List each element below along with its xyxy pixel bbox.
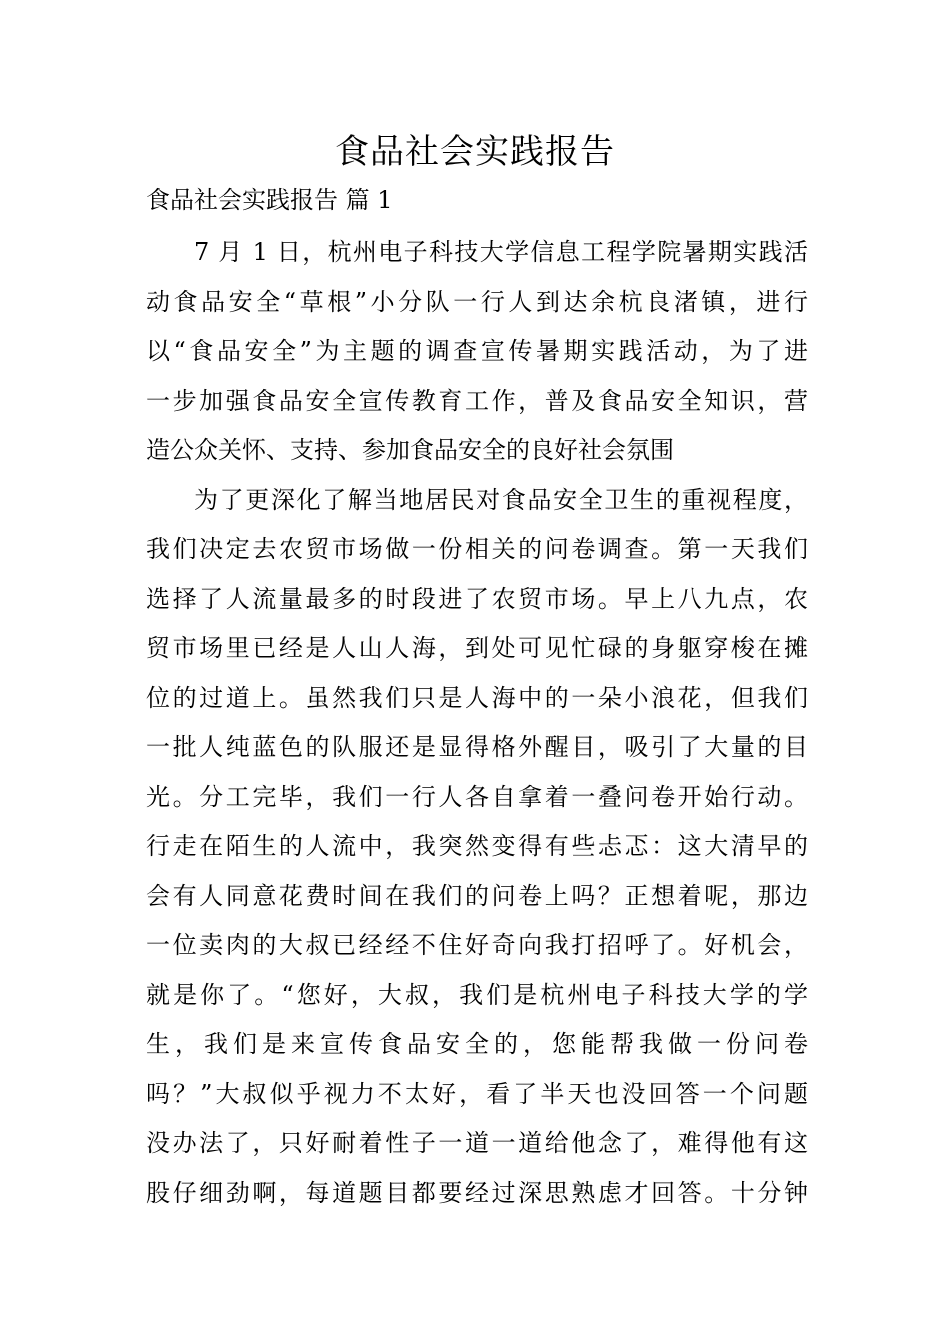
paragraph-line: 我们决定去农贸市场做一份相关的问卷调查。第一天我们 xyxy=(146,535,808,563)
paragraph-line: 7 月 1 日，杭州电子科技大学信息工程学院暑期实践活 xyxy=(194,238,808,266)
document-title: 食品社会实践报告 xyxy=(335,132,615,172)
document-body xyxy=(146,228,808,1218)
paragraph-line: 一批人纯蓝色的队服还是显得格外醒目，吸引了大量的目 xyxy=(146,733,808,761)
paragraph-line: 没办法了，只好耐着性子一道一道给他念了，难得他有这 xyxy=(146,1129,808,1157)
paragraph-line: 选择了人流量最多的时段进了农贸市场。早上八九点，农 xyxy=(146,584,808,613)
paragraph-line: 为了更深化了解当地居民对食品安全卫生的重视程度， xyxy=(194,485,808,514)
paragraph-line: 吗？”大叔似乎视力不太好，看了半天也没回答一个问题 xyxy=(146,1079,808,1108)
paragraph-line: 生，我们是来宣传食品安全的，您能帮我做一份问卷 xyxy=(146,1030,808,1058)
paragraph-line: 一步加强食品安全宣传教育工作，普及食品安全知识，营 xyxy=(146,386,808,415)
paragraph-2 xyxy=(146,476,808,1219)
paragraph-1 xyxy=(146,228,808,476)
paragraph-line: 贸市场里已经是人山人海，到处可见忙碌的身躯穿梭在摊 xyxy=(146,634,808,662)
paragraph-line: 股仔细劲啊，每道题目都要经过深思熟虑才回答。十分钟 xyxy=(146,1178,808,1207)
paragraph-line: 造公众关怀、支持、参加食品安全的良好社会氛围 xyxy=(146,436,674,464)
paragraph-line: 会有人同意花费时间在我们的问卷上吗？正想着呢，那边 xyxy=(146,881,808,910)
paragraph-line: 行走在陌生的人流中，我突然变得有些忐忑：这大清早的 xyxy=(146,832,808,860)
paragraph-line: 以“食品安全”为主题的调查宣传暑期实践活动，为了进 xyxy=(146,337,808,365)
paragraph-line: 动食品安全“草根”小分队一行人到达余杭良渚镇，进行 xyxy=(146,287,808,316)
paragraph-line: 就是你了。“您好，大叔，我们是杭州电子科技大学的学 xyxy=(146,980,808,1009)
paragraph-line: 光。分工完毕，我们一行人各自拿着一叠问卷开始行动。 xyxy=(146,782,808,811)
paragraph-line: 位的过道上。虽然我们只是人海中的一朵小浪花，但我们 xyxy=(146,683,808,712)
paragraph-line: 一位卖肉的大叔已经经不住好奇向我打招呼了。好机会， xyxy=(146,931,808,959)
document-subtitle: 食品社会实践报告 篇 1 xyxy=(146,186,393,214)
